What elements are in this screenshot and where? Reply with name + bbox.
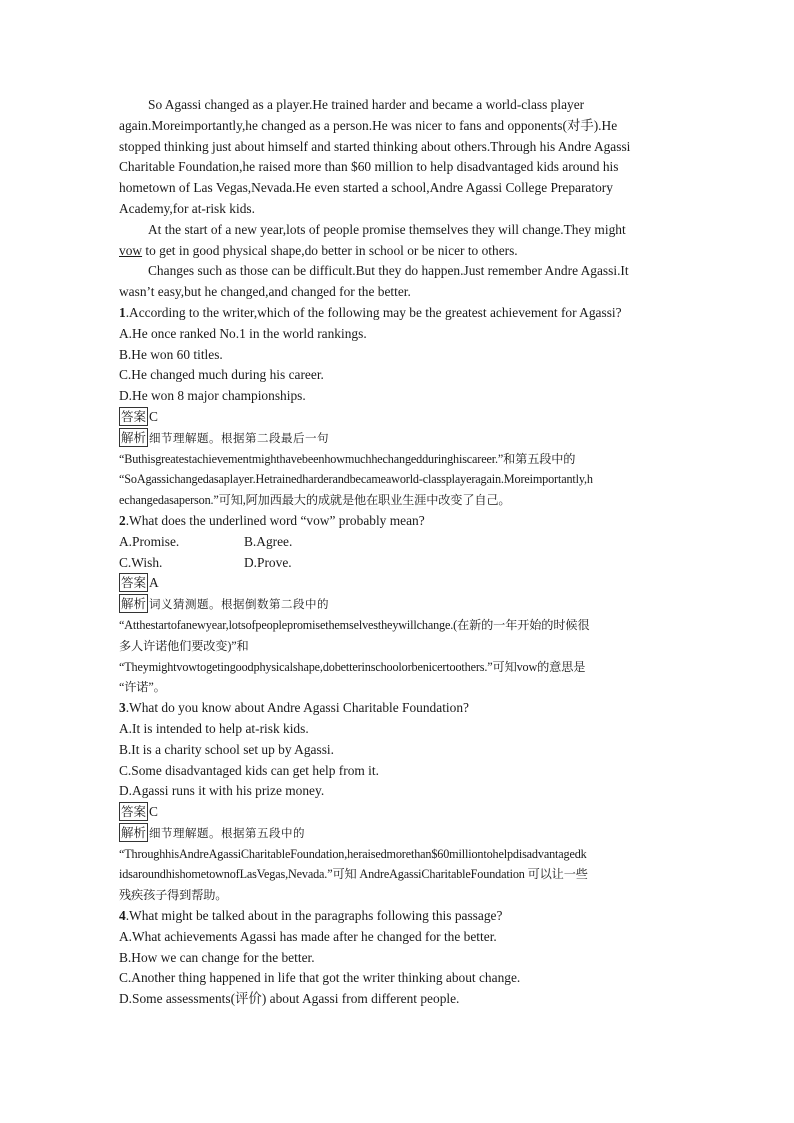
- question-text: .What do you know about Andre Agassi Charitable Foundation?: [125, 700, 469, 716]
- analysis-line: 多人许诺他们要改变)”和: [119, 638, 249, 653]
- question-2: [119, 511, 679, 532]
- analysis-tag: 解析: [121, 596, 147, 612]
- answer-line: [119, 407, 679, 428]
- option-b: B.How we can change for the better.: [119, 949, 315, 965]
- analysis-text: 词义猜测题。根据倒数第二段中的: [149, 597, 330, 612]
- analysis-line: “许诺”。: [119, 680, 166, 695]
- document-page: [119, 95, 679, 1010]
- passage-line: Changes such as those can be difficult.But they do happen.Just remember Andre Agassi.It: [148, 263, 629, 279]
- option-row: [119, 532, 679, 553]
- option-a: A.It is intended to help at-risk kids.: [119, 720, 309, 736]
- option-a: A.He once ranked No.1 in the world rankings.: [119, 325, 367, 341]
- analysis-line: 残疾孩子得到帮助。: [119, 888, 228, 903]
- answer-value: C: [149, 408, 158, 424]
- passage-line: hometown of Las Vegas,Nevada.He even started a school,Andre Agassi College Preparatory: [119, 180, 613, 196]
- option-c: C.Some disadvantaged kids can get help from it.: [119, 762, 379, 778]
- analysis-text: 细节理解题。根据第五段中的: [149, 825, 306, 840]
- answer-tag: 答案: [121, 804, 147, 820]
- option-d: D.Agassi runs it with his prize money.: [119, 783, 325, 799]
- passage-line: wasn’t easy,but he changed,and changed for the better.: [119, 284, 411, 300]
- passage-text: to get in good physical shape,do better in school or be nicer to others.: [142, 242, 518, 258]
- analysis-line: “ThroughhisAndreAgassiCharitableFoundation,heraisedmorethan$60milliontohelpdisadvantagedk: [119, 846, 587, 861]
- question-text: .What does the underlined word “vow” probably mean?: [125, 512, 425, 528]
- passage-line: Academy,for at-risk kids.: [119, 200, 255, 216]
- answer-tag: 答案: [121, 408, 147, 424]
- question-number: 3: [119, 700, 126, 716]
- analysis-line: idsaroundhishometownofLasVegas,Nevada.”可知 AndreAgassiCharitableFoundation 可以让一些: [119, 867, 588, 882]
- question-text: .What might be talked about in the paragraphs following this passage?: [125, 908, 503, 924]
- option-b: B.It is a charity school set up by Agassi.: [119, 741, 334, 757]
- answer-line: [119, 573, 679, 594]
- answer-value: A: [149, 575, 159, 591]
- analysis-line: [119, 823, 679, 844]
- option-b: B.He won 60 titles.: [119, 346, 223, 362]
- analysis-tag: 解析: [121, 429, 147, 445]
- question-number: 2: [119, 512, 126, 528]
- passage-line: Charitable Foundation,he raised more than $60 million to help disadvantaged kids around his: [119, 159, 619, 175]
- option-c: C.Another thing happened in life that got the writer thinking about change.: [119, 970, 521, 986]
- question-text: .According to the writer,which of the following may be the greatest achievement for Agassi?: [125, 304, 622, 320]
- analysis-line: “SoAgassichangedasaplayer.Hetrainedharderandbecameaworld-classplayeragain.Moreimportantly,h: [119, 472, 593, 487]
- option-d: D.Prove.: [244, 554, 292, 570]
- option-row: [119, 553, 679, 574]
- passage-line: [119, 241, 679, 262]
- passage-line: At the start of a new year,lots of people promise themselves they will change.They might: [148, 221, 626, 237]
- passage-line: again.Moreimportantly,he changed as a person.He was nicer to fans and opponents(对手).He: [119, 117, 618, 133]
- option-c: C.Wish.: [119, 554, 163, 570]
- answer-value: C: [149, 804, 158, 820]
- option-d: D.He won 8 major championships.: [119, 388, 306, 404]
- answer-tag: 答案: [121, 575, 147, 591]
- option-b: B.Agree.: [244, 533, 293, 549]
- question-number: 4: [119, 908, 126, 924]
- analysis-line: “Theymightvowtogetingoodphysicalshape,dobetterinschoolorbenicertoothers.”可知vow的意思是: [119, 659, 586, 674]
- analysis-line: echangedasaperson.”可知,阿加西最大的成就是他在职业生涯中改变了自己。: [119, 493, 511, 508]
- passage-line: So Agassi changed as a player.He trained harder and became a world-class player: [148, 97, 585, 112]
- question-1: [119, 303, 679, 324]
- passage-line: stopped thinking just about himself and started thinking about others.Through his Andre Agassi: [119, 138, 631, 154]
- question-3: [119, 698, 679, 719]
- option-c: C.He changed much during his career.: [119, 367, 324, 383]
- option-a: A.Promise.: [119, 533, 180, 549]
- analysis-line: [119, 594, 679, 615]
- answer-line: [119, 802, 679, 823]
- underlined-word-vow: vow: [119, 242, 143, 258]
- analysis-line: “Buthisgreatestachievementmighthavebeenhowmuchhechangedduringhiscareer.”和第五段中的: [119, 451, 576, 466]
- analysis-text: 细节理解题。根据第二段最后一句: [149, 430, 330, 445]
- question-4: [119, 906, 679, 927]
- analysis-line: “Atthestartofanewyear,lotsofpeoplepromisethemselvestheywillchange.(在新的一年开始的时候很: [119, 617, 590, 632]
- question-number: 1: [119, 304, 126, 320]
- option-a: A.What achievements Agassi has made after he changed for the better.: [119, 928, 497, 944]
- analysis-tag: 解析: [121, 824, 147, 840]
- option-d: D.Some assessments(评价) about Agassi from different people.: [119, 991, 460, 1007]
- analysis-line: [119, 428, 679, 449]
